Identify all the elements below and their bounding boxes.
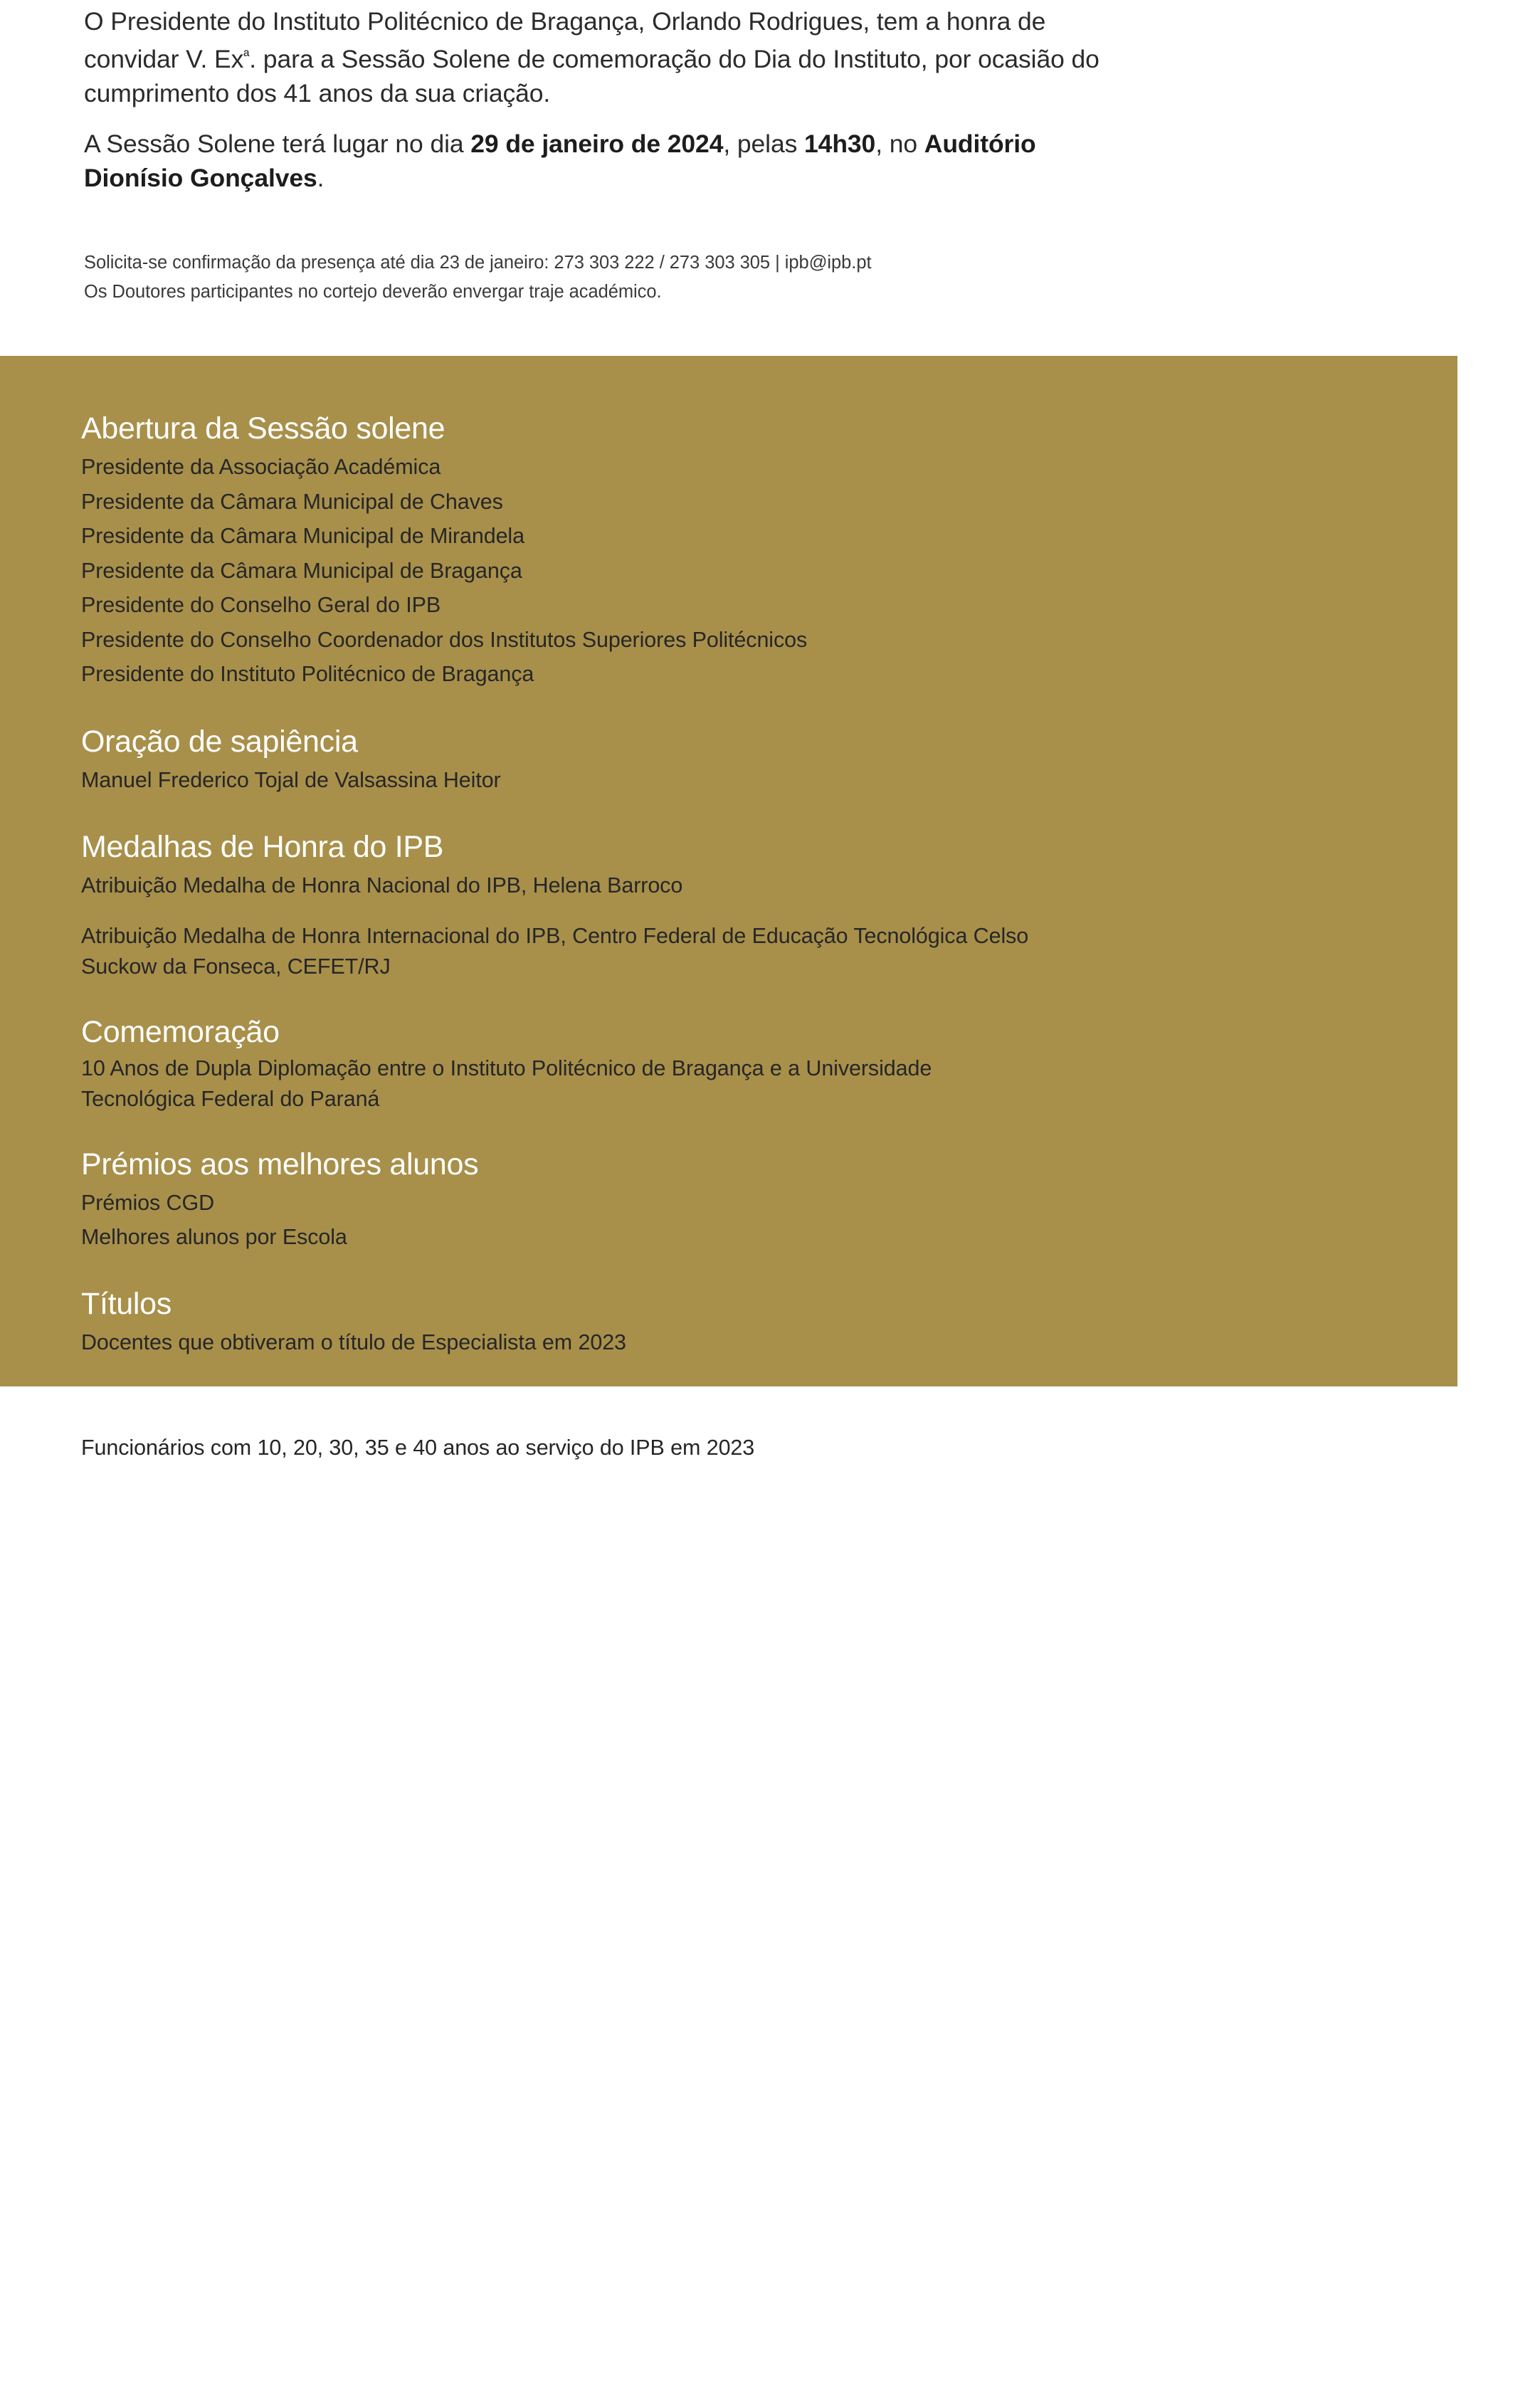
invitation-paragraph-2-mid: , pelas <box>723 129 805 158</box>
section-line: Atribuição Medalha de Honra Nacional do IPB, Helena Barroco <box>81 873 683 897</box>
section-line: Presidente da Câmara Municipal de Chaves <box>81 489 503 514</box>
section-line: Presidente da Câmara Municipal de Mirandela <box>81 524 524 548</box>
section-line: Prémios CGD <box>81 1190 215 1215</box>
section-title: Medalhas comemorativas <box>81 1391 426 1426</box>
rsvp-contact-line: Solicita-se confirmação da presença até dia 23 de janeiro: 273 303 222 / 273 303 305 | ipb@ipb.pt <box>84 252 872 273</box>
rsvp-block <box>84 248 1194 307</box>
invitation-paragraph-2 <box>84 127 1123 196</box>
section-title: Abertura da Sessão solene <box>81 411 445 446</box>
section-title: Títulos <box>81 1286 172 1321</box>
program-section-medalhas-comemorativas <box>81 1391 1252 1465</box>
section-line: 10 Anos de Dupla Diplomação entre o Instituto Politécnico de Bragança e a Universidade Tecnológica Federal do Paraná <box>81 1055 932 1111</box>
event-date: 29 de janeiro de 2024 <box>470 129 724 158</box>
invitation-paragraph-1 <box>84 4 1123 111</box>
program-panel <box>0 356 1540 2385</box>
section-line: Atribuição Medalha de Honra Internacional do IPB, Centro Federal de Educação Tecnológica Celso Suckow da Fonseca, CEFET/RJ <box>81 923 1029 979</box>
section-line: Presidente do Conselho Coordenador dos Institutos Superiores Politécnicos <box>81 627 808 652</box>
program-section-abertura <box>81 410 1252 692</box>
invitation-paragraph-2-mid-2: , no <box>875 129 924 158</box>
section-title: Prémios aos melhores alunos <box>81 1147 479 1181</box>
program-section-comemoracao <box>81 1014 1252 1115</box>
invitation-paragraph-1-part-2: . para a Sessão Solene de comemoração do Dia do Instituto, por ocasião do cumprimento dos 41 anos da sua criação. <box>84 44 1099 108</box>
section-title: Medalhas de Honra do IPB <box>81 829 444 864</box>
invitation-paragraph-2-end: . <box>317 164 325 193</box>
program-section-titulos <box>81 1285 1252 1359</box>
section-title: Comemoração <box>81 1014 280 1049</box>
rsvp-dress-code-line: Os Doutores participantes no cortejo deverão envergar traje académico. <box>84 281 662 302</box>
program-section-medalhas-honra <box>81 828 1252 982</box>
program-section-premios <box>81 1146 1252 1254</box>
invitation-ordinal-superscript: ª <box>243 46 250 65</box>
invitation-text-block <box>0 0 1457 356</box>
program-sections <box>0 356 1252 1465</box>
program-section-oracao <box>81 723 1252 797</box>
event-venue: Auditório Dionísio Gonçalves <box>84 129 1036 193</box>
section-line: Manuel Frederico Tojal de Valsassina Heitor <box>81 767 501 792</box>
section-line: Funcionários com 10, 20, 30, 35 e 40 anos ao serviço do IPB em 2023 <box>81 1435 755 1460</box>
invitation-paragraph-1-part-1: O Presidente do Instituto Politécnico de Bragança, Orlando Rodrigues, tem a honra de convidar V. Ex <box>84 7 1046 73</box>
section-line: Docentes que obtiveram o título de Especialista em 2023 <box>81 1330 626 1354</box>
invitation-paragraph-2-lead: A Sessão Solene terá lugar no dia <box>84 129 471 158</box>
section-line: Presidente da Associação Académica <box>81 455 441 479</box>
section-line: Melhores alunos por Escola <box>81 1224 347 1249</box>
programa-watermark: PROGRAMA <box>1356 1411 1540 2385</box>
section-line: Presidente do Conselho Geral do IPB <box>81 593 441 617</box>
event-time: 14h30 <box>804 129 876 158</box>
section-line: Presidente do Instituto Politécnico de Bragança <box>81 662 534 686</box>
section-title: Oração de sapiência <box>81 724 358 759</box>
section-line: Presidente da Câmara Municipal de Bragança <box>81 558 522 583</box>
